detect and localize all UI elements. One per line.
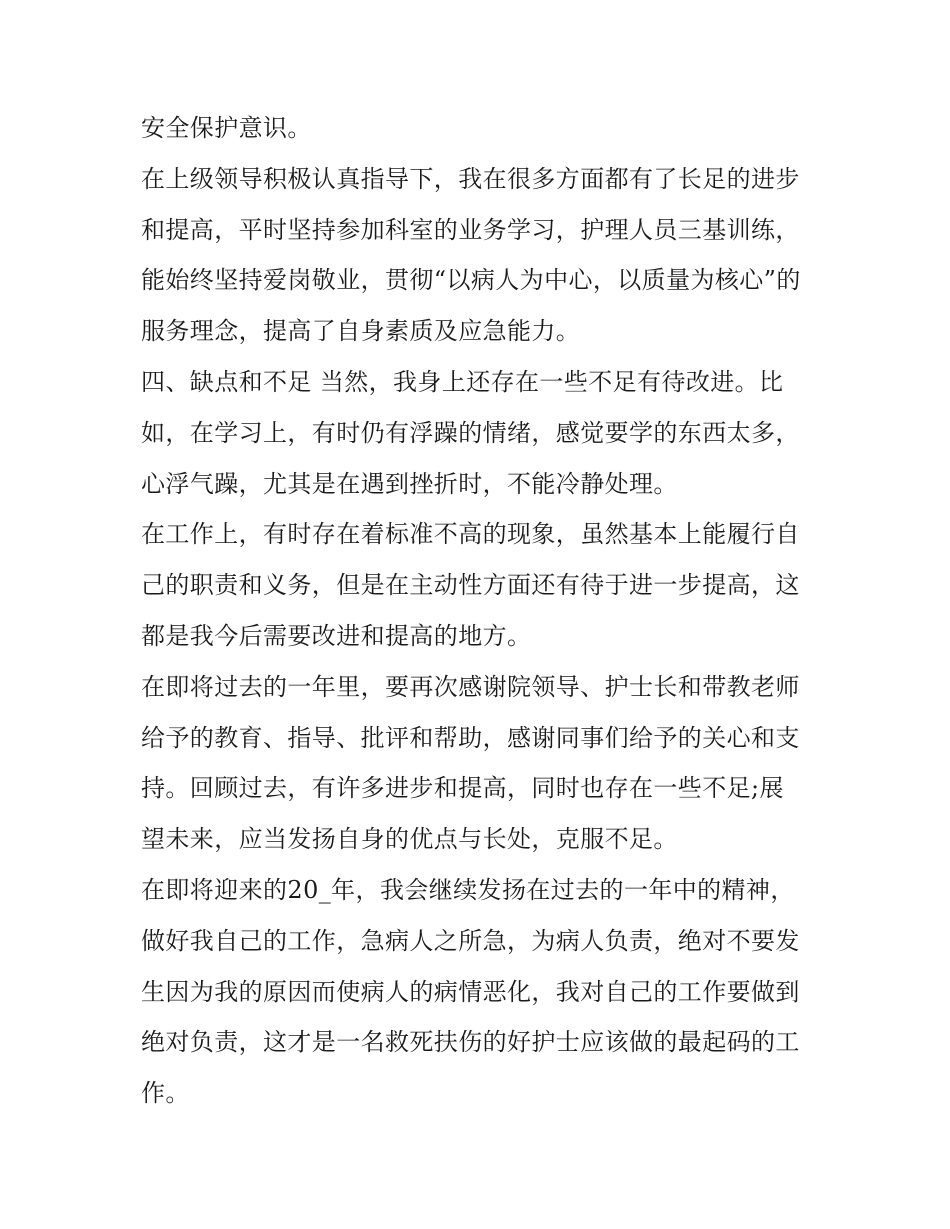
text-line: 服务理念，提高了自身素质及应急能力。 [141,317,581,346]
text-line: 安全保护意识。 [141,114,312,142]
text-line: 生因为我的原因而使病人的病情恶化，我对自己的工作要做到 [141,977,800,1006]
text-line: 四、缺点和不足 当然，我身上还存在一些不足有待改进。比 [141,367,784,396]
text-line: 绝对负责，这才是一名救死扶伤的好护士应该做的最起码的工 [141,1028,800,1057]
text-line: 都是我今后需要改进和提高的地方。 [141,621,532,650]
document-body [141,103,821,1119]
text-line: 作。 [141,1079,190,1108]
text-line: 能始终坚持爱岗敬业，贯彻“以病人为中心，以质量为核心”的 [141,266,801,295]
text-line: 给予的教育、指导、批评和帮助，感谢同事们给予的关心和支 [141,723,800,752]
text-line: 持。回顾过去，有许多进步和提高，同时也存在一些不足;展 [141,774,784,803]
text-line: 望未来，应当发扬自身的优点与长处，克服不足。 [141,825,678,854]
text-line: 和提高，平时坚持参加科室的业务学习，护理人员三基训练， [141,215,800,244]
text-line: 如，在学习上，有时仍有浮躁的情绪，感觉要学的东西太多， [141,418,800,447]
text-line: 心浮气躁，尤其是在遇到挫折时，不能冷静处理。 [141,469,678,498]
text-line: 在上级领导积极认真指导下，我在很多方面都有了长足的进步 [141,164,800,193]
text-line: 做好我自己的工作，急病人之所急，为病人负责，绝对不要发 [141,926,800,955]
text-line: 在工作上，有时存在着标准不高的现象，虽然基本上能履行自 [141,520,800,549]
text-line: 在即将迎来的20_年，我会继续发扬在过去的一年中的精神， [141,875,795,904]
text-line: 己的职责和义务，但是在主动性方面还有待于进一步提高，这 [141,571,800,600]
text-line: 在即将过去的一年里，要再次感谢院领导、护士长和带教老师 [141,672,800,701]
